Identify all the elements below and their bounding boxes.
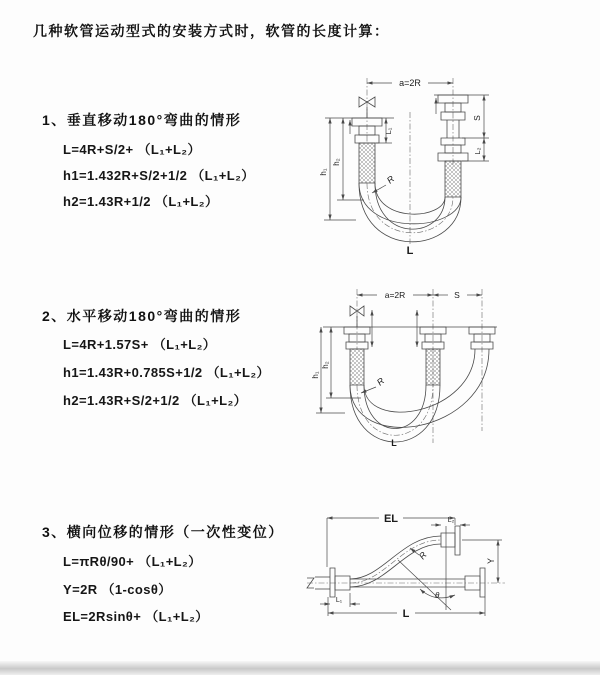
dimension-Y xyxy=(462,540,502,583)
section-3-formula-L: L=πRθ/90+ （L₁+L₂） xyxy=(63,554,202,569)
dimension-h-inner xyxy=(332,118,343,200)
braided-hose-middle xyxy=(426,349,440,385)
dimension-label-L1: L₁ xyxy=(335,597,343,604)
section-1-formula-h1: h1=1.432R+S/2+1/2 （L₁+L₂） xyxy=(63,168,255,183)
dimension-h-outer xyxy=(319,118,330,220)
dimension-label-L: L xyxy=(402,608,410,620)
dimension-fitting-left xyxy=(320,593,360,607)
radius-callout xyxy=(410,548,429,561)
dimension-stroke-S xyxy=(433,290,482,300)
dimension-label-a2R: a=2R xyxy=(399,78,421,88)
braided-hose-left xyxy=(350,349,364,385)
dimension-label-L2: L₂ xyxy=(473,147,482,155)
dimension-fitting-left xyxy=(384,118,393,143)
section-2-formula-h1: h1=1.43R+0.785S+1/2 （L₁+L₂） xyxy=(63,365,270,380)
dimension-label-EL: EL xyxy=(383,513,399,525)
length-label: L xyxy=(391,438,397,448)
dimension-label-h1: h₁ xyxy=(319,168,328,176)
flange-upper-right xyxy=(441,526,460,555)
dimension-label-L2: L₂ xyxy=(447,517,455,524)
length-label: L xyxy=(406,245,414,257)
section-2-heading: 2、水平移动180°弯曲的情形 xyxy=(42,308,242,324)
u-bend-hoses xyxy=(350,349,489,442)
section-2-formula-h2: h2=1.43R+S/2+1/2 （L₁+L₂） xyxy=(63,393,248,408)
dimension-label-S: S xyxy=(454,290,460,300)
valve-icon xyxy=(359,97,375,118)
dimension-stroke-S xyxy=(472,95,484,138)
section-1-formula-L: L=4R+S/2+ （L₁+L₂） xyxy=(63,142,201,157)
radius-label: R xyxy=(416,549,429,562)
flange-lower-right xyxy=(465,568,485,597)
dimension-label-L1: L₁ xyxy=(384,127,393,135)
page-bottom-edge xyxy=(0,661,600,675)
braided-hose-left xyxy=(359,143,375,183)
diagram-horizontal-180-bend xyxy=(311,283,600,453)
dimension-label-h1: h₁ xyxy=(311,371,320,379)
section-3-heading: 3、横向位移的情形（一次性变位） xyxy=(42,524,284,540)
dimension-label-Y: Y xyxy=(486,557,496,565)
section-2-formula-L: L=4R+1.57S+ （L₁+L₂） xyxy=(63,337,217,352)
section-3-formula-EL: EL=2Rsinθ+ （L₁+L₂） xyxy=(63,609,209,624)
angle-label-theta: θ xyxy=(435,591,440,600)
dimension-label-a2R: a=2R xyxy=(384,290,406,300)
section-1-heading: 1、垂直移动180°弯曲的情形 xyxy=(42,112,242,128)
dimension-span-a2R xyxy=(367,78,453,88)
section-3-formula-Y: Y=2R （1-cosθ） xyxy=(63,582,172,597)
radius-label: R xyxy=(384,173,397,186)
page-title: 几种软管运动型式的安装方式时，软管的长度计算： xyxy=(33,23,390,39)
diagram-lateral-displacement xyxy=(305,503,595,635)
dimension-fitting-right xyxy=(473,138,484,161)
angle-construction xyxy=(398,526,455,610)
dimension-span-a2R xyxy=(357,290,433,300)
braided-hose-right xyxy=(445,161,461,197)
dimension-h-outer xyxy=(311,327,345,413)
dimension-label-h2: h₂ xyxy=(332,158,341,166)
dimension-label-h2: h₂ xyxy=(321,361,330,369)
dimension-L xyxy=(328,597,485,620)
flange-left xyxy=(315,568,350,597)
section-1-formula-h2: h2=1.43R+1/2 （L₁+L₂） xyxy=(63,194,219,209)
dimension-label-S: S xyxy=(472,115,482,121)
diagram-vertical-180-bend xyxy=(312,72,590,257)
radius-label: R xyxy=(374,375,387,388)
